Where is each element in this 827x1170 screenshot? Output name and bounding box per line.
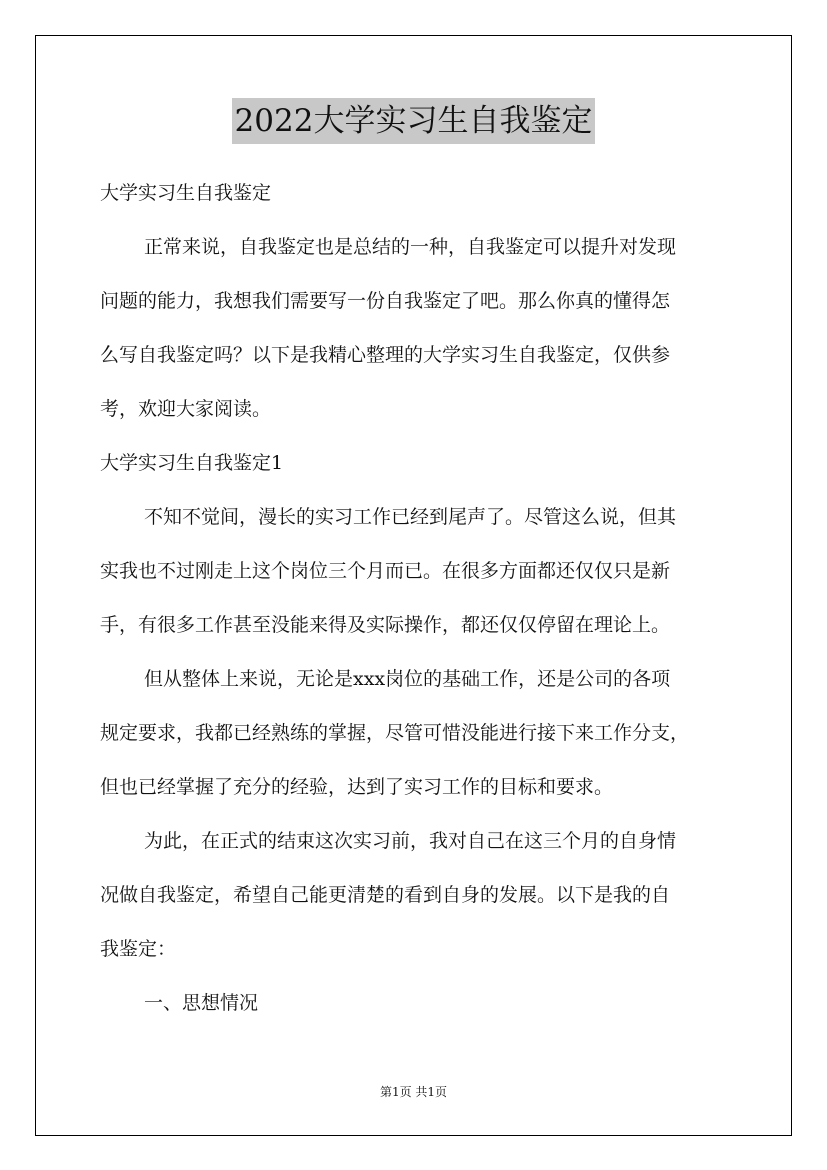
paragraph-line: 况做自我鉴定，希望自己能更清楚的看到自身的发展。以下是我的自 bbox=[100, 884, 671, 906]
paragraph-line: 规定要求，我都已经熟练的掌握，尽管可惜没能进行接下来工作分支， bbox=[100, 722, 690, 744]
intro-line: 考，欢迎大家阅读。 bbox=[100, 398, 272, 420]
paragraph-line: 手，有很多工作甚至没能来得及实际操作，都还仅仅停留在理论上。 bbox=[100, 614, 671, 636]
document-subtitle: 大学实习生自我鉴定 bbox=[100, 182, 272, 204]
paragraph-line: 但从整体上来说，无论是xxx岗位的基础工作，还是公司的各项 bbox=[144, 668, 671, 690]
intro-line: 正常来说，自我鉴定也是总结的一种，自我鉴定可以提升对发现 bbox=[144, 236, 677, 258]
intro-line: 么写自我鉴定吗？以下是我精心整理的大学实习生自我鉴定，仅供参 bbox=[100, 344, 671, 366]
document-title: 2022大学实习生自我鉴定 bbox=[232, 98, 596, 144]
section-heading: 大学实习生自我鉴定1 bbox=[100, 452, 284, 474]
intro-line: 问题的能力，我想我们需要写一份自我鉴定了吧。那么你真的懂得怎 bbox=[100, 290, 671, 312]
list-item-heading: 一、思想情况 bbox=[144, 992, 259, 1014]
paragraph-line: 我鉴定： bbox=[100, 938, 177, 960]
page-footer: 第1页 共1页 bbox=[379, 1085, 448, 1099]
title-container bbox=[0, 98, 827, 144]
paragraph-line: 但也已经掌握了充分的经验，达到了实习工作的目标和要求。 bbox=[100, 776, 614, 798]
paragraph-line: 实我也不过刚走上这个岗位三个月而已。在很多方面都还仅仅只是新 bbox=[100, 560, 671, 582]
paragraph-line: 不知不觉间，漫长的实习工作已经到尾声了。尽管这么说，但其 bbox=[144, 506, 677, 528]
paragraph-line: 为此，在正式的结束这次实习前，我对自己在这三个月的自身情 bbox=[144, 830, 677, 852]
